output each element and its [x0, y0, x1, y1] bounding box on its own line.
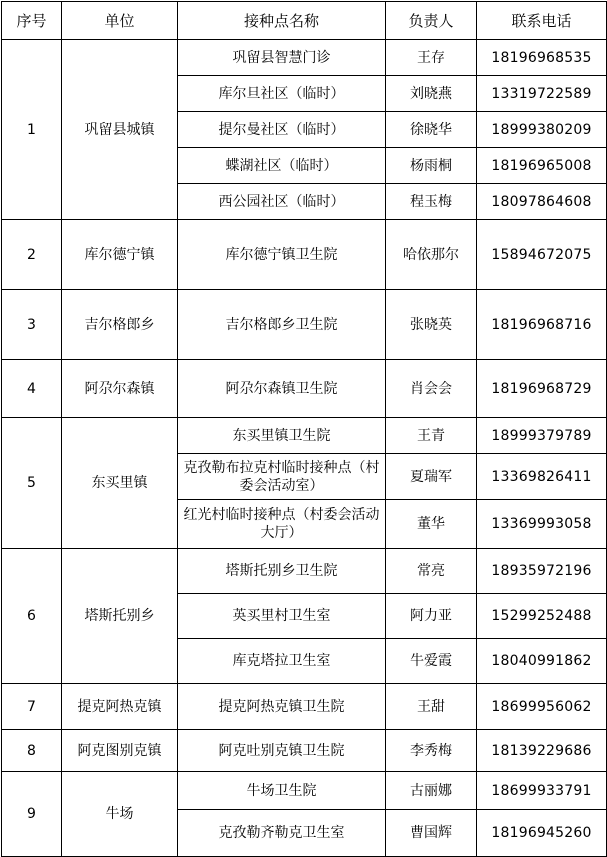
- phone-number: 15894672075: [477, 220, 607, 290]
- vaccination-sites-table: [1, 1, 607, 857]
- group-number: 4: [2, 360, 62, 418]
- phone-number: 13369826411: [477, 454, 607, 500]
- site-name: 库克塔拉卫生室: [178, 639, 386, 684]
- phone-number: 18196968716: [477, 290, 607, 360]
- person-name: 王存: [386, 40, 477, 76]
- site-name: 巩留县智慧门诊: [178, 40, 386, 76]
- person-name: 王甜: [386, 684, 477, 730]
- table-row: [2, 772, 607, 810]
- person-name: 阿力亚: [386, 594, 477, 639]
- group-unit: 巩留县城镇: [62, 40, 178, 220]
- group-unit: 提克阿热克镇: [62, 684, 178, 730]
- site-name: 塔斯托别乡卫生院: [178, 549, 386, 594]
- group-unit: 塔斯托别乡: [62, 549, 178, 684]
- person-name: 杨雨桐: [386, 148, 477, 184]
- site-name: 库尔德宁镇卫生院: [178, 220, 386, 290]
- group-number: 7: [2, 684, 62, 730]
- phone-number: 18196968729: [477, 360, 607, 418]
- group-number: 3: [2, 290, 62, 360]
- phone-number: 18196945260: [477, 810, 607, 857]
- header-site: 接种点名称: [178, 2, 386, 40]
- person-name: 哈依那尔: [386, 220, 477, 290]
- table-row: [2, 730, 607, 772]
- site-name: 克孜勒齐勒克卫生室: [178, 810, 386, 857]
- phone-number: 18139229686: [477, 730, 607, 772]
- site-name: 吉尔格郎乡卫生院: [178, 290, 386, 360]
- group-number: 6: [2, 549, 62, 684]
- group-number: 8: [2, 730, 62, 772]
- group-unit: 东买里镇: [62, 418, 178, 549]
- group-unit: 阿尕尔森镇: [62, 360, 178, 418]
- site-name: 蝶湖社区（临时）: [178, 148, 386, 184]
- phone-number: 15299252488: [477, 594, 607, 639]
- group-number: 2: [2, 220, 62, 290]
- phone-number: 18699933791: [477, 772, 607, 810]
- site-name: 西公园社区（临时）: [178, 184, 386, 220]
- header-phone: 联系电话: [477, 2, 607, 40]
- group-unit: 吉尔格郎乡: [62, 290, 178, 360]
- person-name: 曹国辉: [386, 810, 477, 857]
- person-name: 夏瑞军: [386, 454, 477, 500]
- person-name: 徐晓华: [386, 112, 477, 148]
- phone-number: 13319722589: [477, 76, 607, 112]
- site-name: 东买里镇卫生院: [178, 418, 386, 454]
- phone-number: 18196965008: [477, 148, 607, 184]
- person-name: 牛爱霞: [386, 639, 477, 684]
- person-name: 王青: [386, 418, 477, 454]
- header-no: 序号: [2, 2, 62, 40]
- site-name: 阿尕尔森镇卫生院: [178, 360, 386, 418]
- group-unit: 库尔德宁镇: [62, 220, 178, 290]
- table-row: [2, 40, 607, 76]
- person-name: 李秀梅: [386, 730, 477, 772]
- phone-number: 18999380209: [477, 112, 607, 148]
- phone-number: 18040991862: [477, 639, 607, 684]
- header-unit: 单位: [62, 2, 178, 40]
- group-number: 1: [2, 40, 62, 220]
- table-row: [2, 290, 607, 360]
- phone-number: 18097864608: [477, 184, 607, 220]
- table-row: [2, 360, 607, 418]
- person-name: 程玉梅: [386, 184, 477, 220]
- group-unit: 牛场: [62, 772, 178, 857]
- site-name: 提尔曼社区（临时）: [178, 112, 386, 148]
- group-unit: 阿克图别克镇: [62, 730, 178, 772]
- header-person: 负责人: [386, 2, 477, 40]
- site-name: 克孜勒布拉克村临时接种点（村委会活动室）: [178, 454, 386, 500]
- group-number: 9: [2, 772, 62, 857]
- person-name: 董华: [386, 500, 477, 549]
- header-row: [2, 2, 607, 40]
- site-name: 牛场卫生院: [178, 772, 386, 810]
- phone-number: 18999379789: [477, 418, 607, 454]
- table-row: [2, 418, 607, 454]
- site-name: 英买里村卫生室: [178, 594, 386, 639]
- table-row: [2, 220, 607, 290]
- person-name: 刘晓燕: [386, 76, 477, 112]
- person-name: 肖会会: [386, 360, 477, 418]
- table-row: [2, 549, 607, 594]
- person-name: 张晓英: [386, 290, 477, 360]
- phone-number: 18699956062: [477, 684, 607, 730]
- table-row: [2, 684, 607, 730]
- phone-number: 18196968535: [477, 40, 607, 76]
- site-name: 库尔旦社区（临时）: [178, 76, 386, 112]
- phone-number: 13369993058: [477, 500, 607, 549]
- person-name: 常亮: [386, 549, 477, 594]
- site-name: 提克阿热克镇卫生院: [178, 684, 386, 730]
- site-name: 阿克吐别克镇卫生院: [178, 730, 386, 772]
- group-number: 5: [2, 418, 62, 549]
- phone-number: 18935972196: [477, 549, 607, 594]
- site-name: 红光村临时接种点（村委会活动大厅）: [178, 500, 386, 549]
- person-name: 古丽娜: [386, 772, 477, 810]
